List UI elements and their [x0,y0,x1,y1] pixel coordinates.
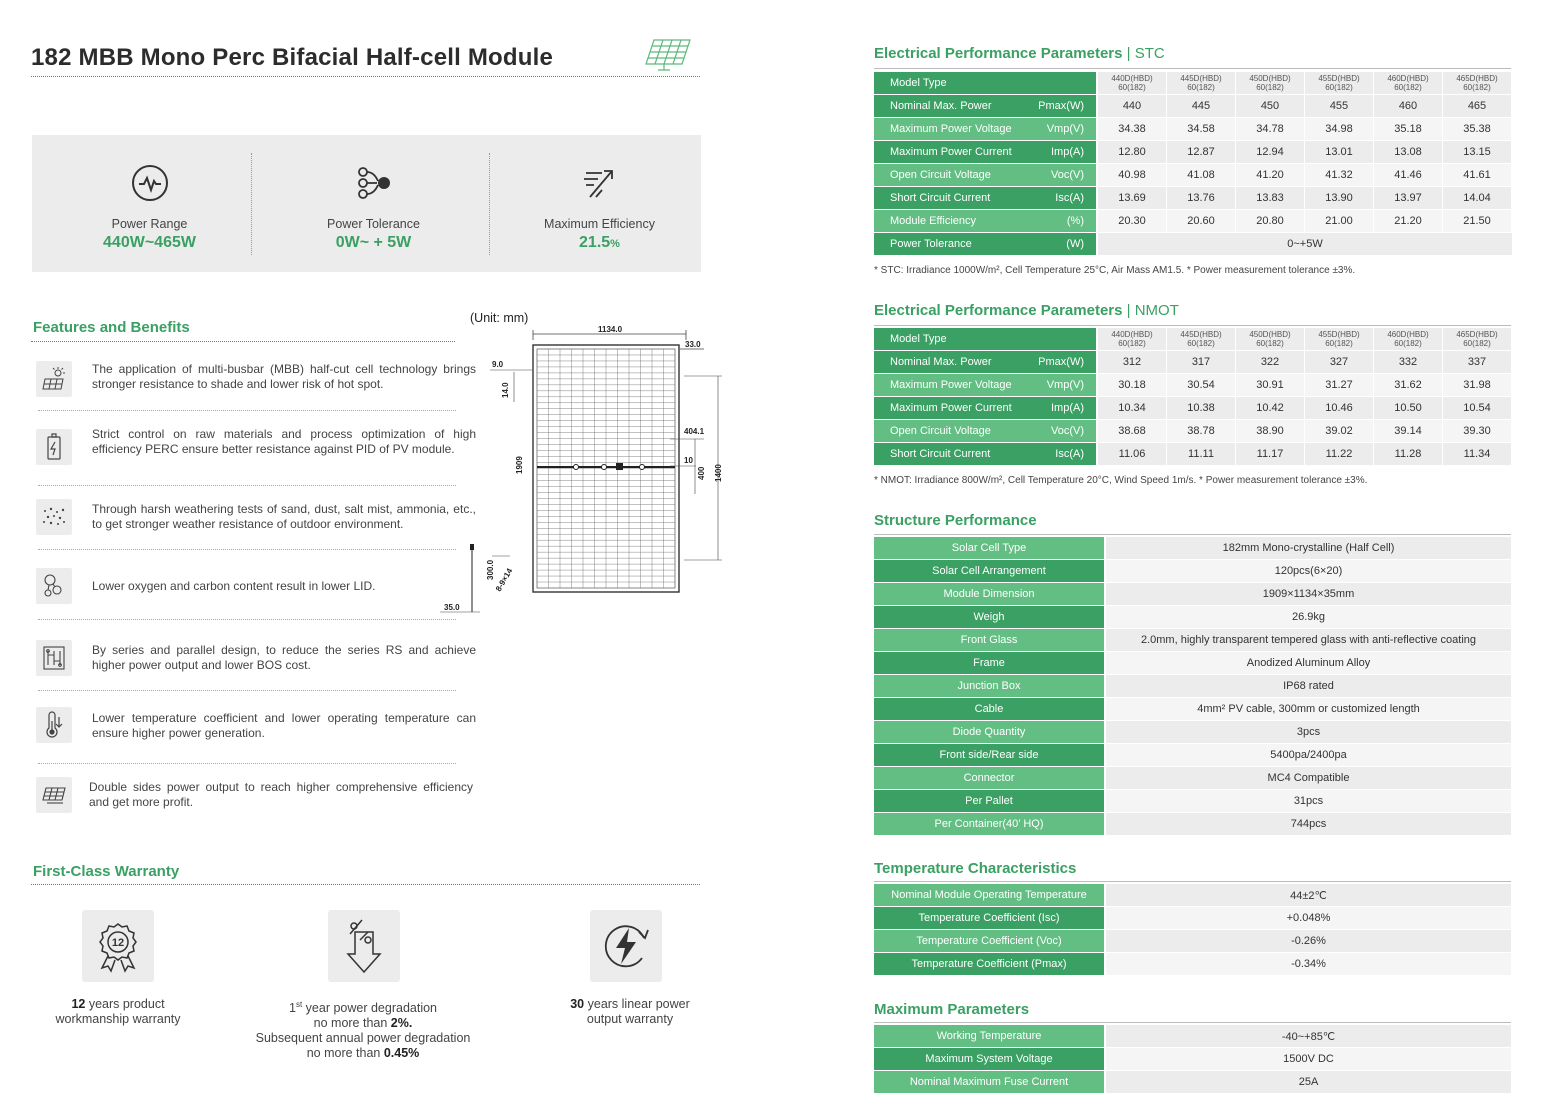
table-row [874,560,1511,583]
param-value: 14.04 [1443,187,1512,210]
param-value: 39.30 [1443,420,1512,443]
param-value: 34.58 [1167,118,1236,141]
feature-text: Through harsh weathering tests of sand, dust, salt mist, ammonia, etc., to get stronger weather resistance of outdoor environment. [92,502,476,531]
spec-label: Temperature Coefficient (Voc) [874,930,1106,953]
param-value: 13.01 [1305,141,1374,164]
spec-label: Nominal Module Operating Temperature [874,884,1106,907]
feature-text: Lower temperature coefficient and lower operating temperature can ensure higher power generation. [92,711,476,740]
spec-label: Per Container(40’ HQ) [874,813,1106,836]
param-value: 41.46 [1374,164,1443,187]
feature-divider [38,410,456,411]
param-value: 322 [1236,351,1305,374]
spec-label: Maximum System Voltage [874,1048,1106,1071]
param-value: 10.34 [1098,397,1167,420]
dim-hole: 8-9×14 [493,566,515,593]
stc-divider [874,68,1511,69]
spec-value: IP68 rated [1106,675,1511,698]
power-gauge-icon [130,163,170,203]
feature-text: The application of multi-busbar (MBB) half-cut cell technology brings stronger resistance to shade and lower risk of hot spot. [92,362,476,391]
param-value: 13.15 [1443,141,1512,164]
table-row [874,583,1511,606]
param-value: 41.61 [1443,164,1512,187]
table-row [874,1025,1511,1048]
param-label: Short Circuit Current Isc(A) [874,187,1098,210]
model-cell: 440D(HBD) 60(182) [1098,72,1167,95]
spec-value: 182mm Mono-crystalline (Half Cell) [1106,537,1511,560]
title-divider [31,76,700,77]
table-row [874,420,1512,443]
solar-panel-icon [642,36,694,72]
highlight-label: Power Range [111,217,188,231]
spec-label: Cable [874,698,1106,721]
feature-divider [38,549,456,550]
param-value: 13.83 [1236,187,1305,210]
spec-label: Working Temperature [874,1025,1106,1048]
param-value: 31.98 [1443,374,1512,397]
module-dimension-drawing [440,322,730,622]
spec-value: 2.0mm, highly transparent tempered glass with anti-reflective coating [1106,629,1511,652]
features-divider [31,341,455,342]
param-value: 20.60 [1167,210,1236,233]
param-value: 13.08 [1374,141,1443,164]
model-cell: 445D(HBD) 60(182) [1167,328,1236,351]
param-value: 11.06 [1098,443,1167,466]
spec-label: Temperature Coefficient (Isc) [874,907,1106,930]
param-value: 0~+5W [1098,233,1512,256]
param-value: 317 [1167,351,1236,374]
spec-value: -40~+85℃ [1106,1025,1511,1048]
dim-10: 10 [684,456,693,465]
warranty-divider [31,884,700,885]
highlight-label: Maximum Efficiency [544,217,655,231]
param-label: Nominal Max. Power Pmax(W) [874,351,1098,374]
param-value: 21.50 [1443,210,1512,233]
spec-value: 25A [1106,1071,1511,1094]
param-value: 30.18 [1098,374,1167,397]
param-label: Open Circuit Voltage Voc(V) [874,420,1098,443]
param-value: 39.02 [1305,420,1374,443]
param-value: 327 [1305,351,1374,374]
table-row [874,930,1511,953]
spec-value: 1500V DC [1106,1048,1511,1071]
table-row [874,1071,1511,1094]
table-row [874,351,1512,374]
param-label: Short Circuit Current Isc(A) [874,443,1098,466]
circuit-design-icon [36,640,72,676]
spec-value: -0.34% [1106,953,1511,976]
param-value: 35.18 [1374,118,1443,141]
feature-divider [38,485,456,486]
spec-value: -0.26% [1106,930,1511,953]
nmot-table [874,328,1512,466]
nmot-note: * NMOT: Irradiance 800W/m², Cell Temperature 20°C, Wind Speed 1m/s. * Power measurement tolerance ±3%. [874,475,1368,486]
param-value: 12.80 [1098,141,1167,164]
param-value: 460 [1374,95,1443,118]
spec-label: Solar Cell Type [874,537,1106,560]
param-value: 39.14 [1374,420,1443,443]
param-value: 13.69 [1098,187,1167,210]
structure-heading: Structure Performance [874,512,1037,529]
feature-divider [38,690,456,691]
nmot-heading: Electrical Performance Parameters | NMOT [874,302,1179,319]
param-value: 11.22 [1305,443,1374,466]
double-panel-icon [36,777,72,813]
highlight-label: Power Tolerance [327,217,420,231]
thermometer-icon [36,707,72,743]
model-cell: 450D(HBD) 60(182) [1236,72,1305,95]
model-cell: 455D(HBD) 60(182) [1305,328,1374,351]
warranty-badge-icon [82,910,154,982]
feature-text: By series and parallel design, to reduce the series RS and achieve higher power output and lower BOS cost. [92,643,476,672]
sun-panel-icon [36,361,72,397]
param-value: 10.54 [1443,397,1512,420]
param-value: 21.20 [1374,210,1443,233]
param-value: 455 [1305,95,1374,118]
param-label: Maximum Power Current Imp(A) [874,397,1098,420]
battery-bolt-icon [36,429,72,465]
param-value: 38.78 [1167,420,1236,443]
highlight-value: 21.5% [579,234,620,251]
temperature-heading: Temperature Characteristics [874,860,1077,877]
spec-label: Front Glass [874,629,1106,652]
table-row [874,907,1511,930]
table-row [874,397,1512,420]
feature-divider [38,619,456,620]
dim-404: 404.1 [684,427,705,436]
table-row [874,328,1512,351]
dim-35: 35.0 [444,603,460,612]
table-row [874,629,1511,652]
table-row [874,164,1512,187]
highlight-divider [251,153,252,255]
maximum-table [874,1025,1511,1094]
param-value: 465 [1443,95,1512,118]
nmot-divider [874,325,1511,326]
param-value: 30.54 [1167,374,1236,397]
badge-number: 12 [111,937,125,949]
param-value: 10.42 [1236,397,1305,420]
spec-label: Temperature Coefficient (Pmax) [874,953,1106,976]
spec-value: 744pcs [1106,813,1511,836]
page-title: 182 MBB Mono Perc Bifacial Half-cell Module [31,44,554,71]
model-cell: 440D(HBD) 60(182) [1098,328,1167,351]
spec-value: 4mm² PV cable, 300mm or customized length [1106,698,1511,721]
dim-300: 300.0 [486,559,495,580]
param-value: 31.27 [1305,374,1374,397]
param-value: 10.50 [1374,397,1443,420]
spec-label: Nominal Maximum Fuse Current [874,1071,1106,1094]
param-value: 440 [1098,95,1167,118]
param-value: 445 [1167,95,1236,118]
param-label: Maximum Power Voltage Vmp(V) [874,118,1098,141]
param-value: 41.20 [1236,164,1305,187]
maximum-divider [874,1022,1511,1023]
param-value: 34.78 [1236,118,1305,141]
temperature-divider [874,881,1511,882]
warranty-heading: First-Class Warranty [33,863,180,880]
highlight-value: 0W~ + 5W [335,234,412,251]
dim-14: 14.0 [501,382,510,398]
param-value: 337 [1443,351,1512,374]
table-row [874,953,1511,976]
highlight-power-range [38,135,261,272]
table-row [874,813,1511,836]
spec-label: Weigh [874,606,1106,629]
dim-400: 400 [697,466,706,480]
param-value: 450 [1236,95,1305,118]
dim-9: 9.0 [492,360,504,369]
warranty-linear-text: 30 years linear power output warranty [570,997,690,1026]
spec-value: 26.9kg [1106,606,1511,629]
temperature-table [874,884,1511,976]
model-cell: 465D(HBD) 60(182) [1443,328,1512,351]
spec-label: Junction Box [874,675,1106,698]
spec-value: 3pcs [1106,721,1511,744]
spec-label: Connector [874,767,1106,790]
spec-label: Front side/Rear side [874,744,1106,767]
param-value: 11.17 [1236,443,1305,466]
maximum-heading: Maximum Parameters [874,1001,1030,1018]
spec-label: Per Pallet [874,790,1106,813]
param-value: 38.90 [1236,420,1305,443]
highlight-max-efficiency [488,135,711,272]
param-value: 34.38 [1098,118,1167,141]
weather-particles-icon [36,499,72,535]
param-label: Maximum Power Current Imp(A) [874,141,1098,164]
molecule-icon [36,568,72,604]
lightning-bolt-icon [590,910,662,982]
structure-table [874,537,1511,836]
table-row [874,675,1511,698]
dim-1400: 1400 [714,464,723,482]
model-cell: 465D(HBD) 60(182) [1443,72,1512,95]
warranty-product-text: 12 years product workmanship warranty [55,997,181,1026]
warranty-degradation-text: 1st year power degradation no more than 2%. Subsequent annual power degradation no more than 0.45% [255,1000,471,1061]
model-cell: 450D(HBD) 60(182) [1236,328,1305,351]
spec-value: 120pcs(6×20) [1106,560,1511,583]
param-value: 34.98 [1305,118,1374,141]
highlight-power-tolerance [262,135,485,272]
table-row [874,698,1511,721]
highlight-value: 440W~465W [103,234,196,251]
table-row [874,884,1511,907]
spec-label: Solar Cell Arrangement [874,560,1106,583]
param-value: 30.91 [1236,374,1305,397]
table-row [874,210,1512,233]
param-value: 41.32 [1305,164,1374,187]
feature-text: Strict control on raw materials and process optimization of high efficiency PERC ensure better resistance against PID of PV module. [92,427,476,456]
spec-value: +0.048% [1106,907,1511,930]
table-row [874,790,1511,813]
dim-height: 1909 [515,456,524,474]
param-value: 20.30 [1098,210,1167,233]
param-value: 31.62 [1374,374,1443,397]
table-row [874,374,1512,397]
model-cell: 460D(HBD) 60(182) [1374,328,1443,351]
param-label: Power Tolerance (W) [874,233,1098,256]
model-cell: 445D(HBD) 60(182) [1167,72,1236,95]
param-value: 41.08 [1167,164,1236,187]
stc-table [874,72,1512,256]
network-nodes-icon [354,163,394,203]
table-row [874,767,1511,790]
stc-note: * STC: Irradiance 1000W/m², Cell Temperature 25°C, Air Mass AM1.5. * Power measurement tolerance ±3%. [874,265,1356,276]
param-value: 11.28 [1374,443,1443,466]
param-value: 40.98 [1098,164,1167,187]
table-row [874,537,1511,560]
table-row [874,95,1512,118]
spec-label: Diode Quantity [874,721,1106,744]
table-row [874,187,1512,210]
param-value: 13.97 [1374,187,1443,210]
table-row [874,744,1511,767]
structure-divider [874,534,1511,535]
param-value: 35.38 [1443,118,1512,141]
features-heading: Features and Benefits [33,319,190,336]
param-value: 20.80 [1236,210,1305,233]
spec-value: 44±2℃ [1106,884,1511,907]
table-row [874,72,1512,95]
table-row [874,606,1511,629]
table-row [874,652,1511,675]
table-row [874,443,1512,466]
efficiency-arrow-icon [580,163,620,203]
param-value: 21.00 [1305,210,1374,233]
param-value: 10.46 [1305,397,1374,420]
model-cell: 455D(HBD) 60(182) [1305,72,1374,95]
dim-width: 1134.0 [597,325,623,334]
feature-text: Double sides power output to reach higher comprehensive efficiency and get more profit. [89,780,473,809]
table-row [874,1048,1511,1071]
param-value: 312 [1098,351,1167,374]
param-label: Module Efficiency (%) [874,210,1098,233]
param-value: 13.76 [1167,187,1236,210]
model-type-label: Model Type [874,328,1098,351]
table-row [874,721,1511,744]
spec-value: Anodized Aluminum Alloy [1106,652,1511,675]
param-value: 11.34 [1443,443,1512,466]
drawing-unit-label: (Unit: mm) [470,311,529,325]
model-cell: 460D(HBD) 60(182) [1374,72,1443,95]
highlights-panel [32,135,701,272]
dim-frame-edge: 33.0 [685,340,701,349]
spec-label: Frame [874,652,1106,675]
param-value: 12.94 [1236,141,1305,164]
spec-value: 1909×1134×35mm [1106,583,1511,606]
spec-value: 5400pa/2400pa [1106,744,1511,767]
param-label: Nominal Max. Power Pmax(W) [874,95,1098,118]
param-label: Open Circuit Voltage Voc(V) [874,164,1098,187]
spec-value: MC4 Compatible [1106,767,1511,790]
feature-text: Lower oxygen and carbon content result in lower LID. [92,579,376,593]
param-value: 12.87 [1167,141,1236,164]
degradation-arrow-icon [328,910,400,982]
param-value: 38.68 [1098,420,1167,443]
param-value: 332 [1374,351,1443,374]
feature-divider [38,763,456,764]
param-label: Maximum Power Voltage Vmp(V) [874,374,1098,397]
param-value: 10.38 [1167,397,1236,420]
spec-value: 31pcs [1106,790,1511,813]
model-type-label: Model Type [874,72,1098,95]
param-value: 13.90 [1305,187,1374,210]
spec-label: Module Dimension [874,583,1106,606]
table-row [874,118,1512,141]
param-value: 11.11 [1167,443,1236,466]
stc-heading: Electrical Performance Parameters | STC [874,45,1165,62]
table-row [874,141,1512,164]
table-row [874,233,1512,256]
